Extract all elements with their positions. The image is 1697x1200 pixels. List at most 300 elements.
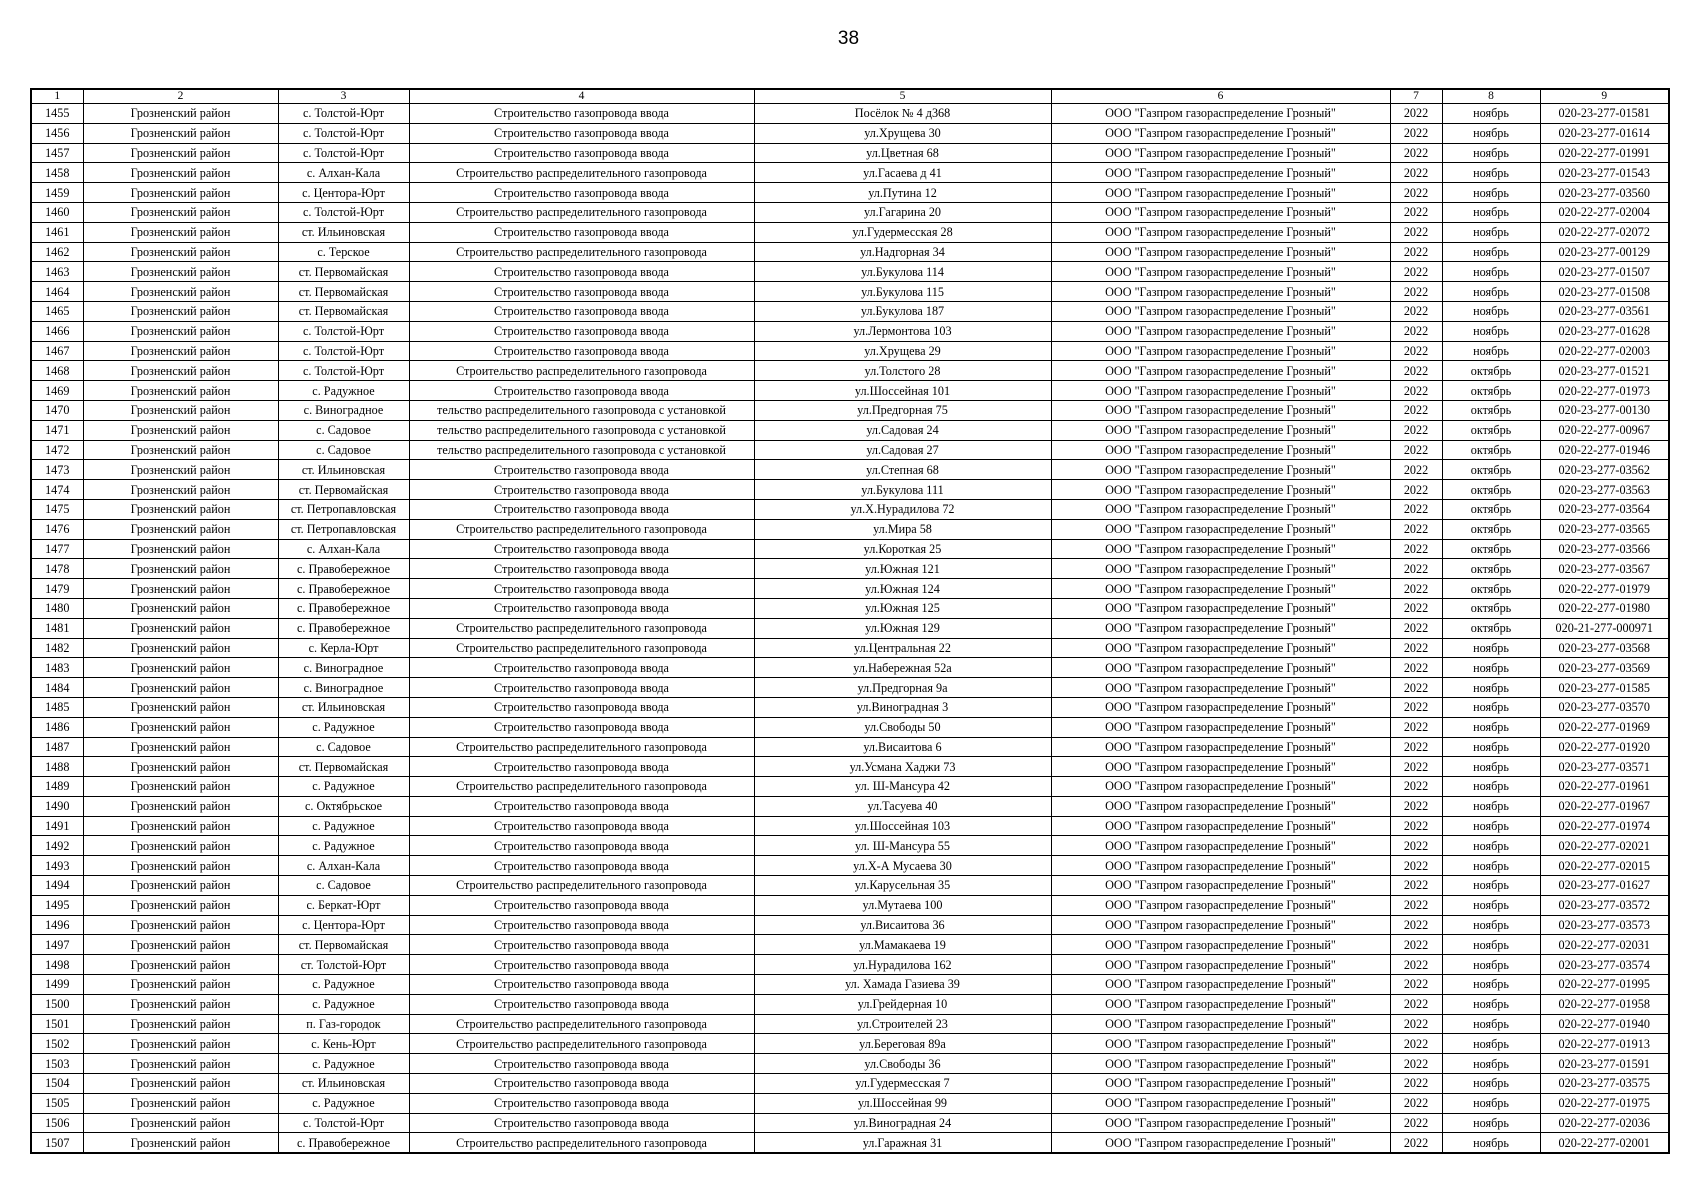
work-type-cell: Строительство распределительного газопровода <box>409 1014 754 1034</box>
settlement-cell: с. Садовое <box>278 440 409 460</box>
organization-cell: ООО "Газпром газораспределение Грозный" <box>1051 242 1390 262</box>
work-type-cell: Строительство газопровода ввода <box>409 895 754 915</box>
row-number-cell: 1501 <box>31 1014 83 1034</box>
settlement-cell: ст. Первомайская <box>278 301 409 321</box>
month-cell: ноябрь <box>1442 282 1540 302</box>
year-cell: 2022 <box>1390 895 1442 915</box>
work-type-cell: Строительство газопровода ввода <box>409 183 754 203</box>
organization-cell: ООО "Газпром газораспределение Грозный" <box>1051 975 1390 995</box>
column-header: 3 <box>278 89 409 104</box>
table-row <box>31 638 1669 658</box>
district-cell: Грозненский район <box>83 361 278 381</box>
settlement-cell: ст. Ильиновская <box>278 460 409 480</box>
month-cell: ноябрь <box>1442 242 1540 262</box>
row-number-cell: 1488 <box>31 757 83 777</box>
settlement-cell: ст. Первомайская <box>278 757 409 777</box>
table-row <box>31 440 1669 460</box>
settlement-cell: ст. Первомайская <box>278 282 409 302</box>
settlement-cell: ст. Ильиновская <box>278 1074 409 1094</box>
table-row <box>31 123 1669 143</box>
organization-cell: ООО "Газпром газораспределение Грозный" <box>1051 321 1390 341</box>
table-row <box>31 935 1669 955</box>
month-cell: ноябрь <box>1442 341 1540 361</box>
address-cell: ул.Гудермесская 28 <box>754 222 1051 242</box>
month-cell: ноябрь <box>1442 143 1540 163</box>
row-number-cell: 1486 <box>31 717 83 737</box>
address-cell: ул.Виноградная 3 <box>754 697 1051 717</box>
row-number-cell: 1480 <box>31 598 83 618</box>
year-cell: 2022 <box>1390 1054 1442 1074</box>
registry-number-cell: 020-23-277-03570 <box>1540 697 1669 717</box>
row-number-cell: 1468 <box>31 361 83 381</box>
row-number-cell: 1500 <box>31 994 83 1014</box>
registry-number-cell: 020-22-277-02015 <box>1540 856 1669 876</box>
address-cell: ул.Висаитова 6 <box>754 737 1051 757</box>
work-type-cell: Строительство газопровода ввода <box>409 104 754 124</box>
year-cell: 2022 <box>1390 816 1442 836</box>
row-number-cell: 1490 <box>31 796 83 816</box>
registry-number-cell: 020-23-277-01628 <box>1540 321 1669 341</box>
year-cell: 2022 <box>1390 876 1442 896</box>
column-header: 5 <box>754 89 1051 104</box>
table-row <box>31 519 1669 539</box>
row-number-cell: 1455 <box>31 104 83 124</box>
registry-number-cell: 020-23-277-00129 <box>1540 242 1669 262</box>
row-number-cell: 1484 <box>31 678 83 698</box>
address-cell: ул.Лермонтова 103 <box>754 321 1051 341</box>
district-cell: Грозненский район <box>83 618 278 638</box>
row-number-cell: 1460 <box>31 202 83 222</box>
district-cell: Грозненский район <box>83 321 278 341</box>
work-type-cell: Строительство газопровода ввода <box>409 717 754 737</box>
year-cell: 2022 <box>1390 400 1442 420</box>
work-type-cell: Строительство газопровода ввода <box>409 757 754 777</box>
month-cell: ноябрь <box>1442 915 1540 935</box>
table-row <box>31 697 1669 717</box>
row-number-cell: 1496 <box>31 915 83 935</box>
organization-cell: ООО "Газпром газораспределение Грозный" <box>1051 1034 1390 1054</box>
work-type-cell: тельство распределительного газопровода с установкой <box>409 400 754 420</box>
registry-number-cell: 020-22-277-02001 <box>1540 1133 1669 1153</box>
address-cell: ул.Мира 58 <box>754 519 1051 539</box>
work-type-cell: Строительство газопровода ввода <box>409 856 754 876</box>
row-number-cell: 1495 <box>31 895 83 915</box>
register-table <box>30 88 1670 1154</box>
address-cell: ул.Свободы 50 <box>754 717 1051 737</box>
district-cell: Грозненский район <box>83 777 278 797</box>
month-cell: ноябрь <box>1442 737 1540 757</box>
year-cell: 2022 <box>1390 460 1442 480</box>
month-cell: ноябрь <box>1442 678 1540 698</box>
registry-number-cell: 020-23-277-01521 <box>1540 361 1669 381</box>
work-type-cell: Строительство газопровода ввода <box>409 559 754 579</box>
district-cell: Грозненский район <box>83 1054 278 1074</box>
settlement-cell: с. Центора-Юрт <box>278 183 409 203</box>
organization-cell: ООО "Газпром газораспределение Грозный" <box>1051 262 1390 282</box>
district-cell: Грозненский район <box>83 1074 278 1094</box>
district-cell: Грозненский район <box>83 282 278 302</box>
row-number-cell: 1503 <box>31 1054 83 1074</box>
registry-number-cell: 020-22-277-02036 <box>1540 1113 1669 1133</box>
year-cell: 2022 <box>1390 183 1442 203</box>
registry-number-cell: 020-22-277-01995 <box>1540 975 1669 995</box>
work-type-cell: Строительство газопровода ввода <box>409 539 754 559</box>
settlement-cell: с. Кень-Юрт <box>278 1034 409 1054</box>
settlement-cell: с. Правобережное <box>278 618 409 638</box>
organization-cell: ООО "Газпром газораспределение Грозный" <box>1051 836 1390 856</box>
month-cell: октябрь <box>1442 579 1540 599</box>
organization-cell: ООО "Газпром газораспределение Грозный" <box>1051 1093 1390 1113</box>
work-type-cell: Строительство распределительного газопровода <box>409 737 754 757</box>
organization-cell: ООО "Газпром газораспределение Грозный" <box>1051 301 1390 321</box>
organization-cell: ООО "Газпром газораспределение Грозный" <box>1051 994 1390 1014</box>
organization-cell: ООО "Газпром газораспределение Грозный" <box>1051 895 1390 915</box>
month-cell: ноябрь <box>1442 856 1540 876</box>
table-row <box>31 816 1669 836</box>
registry-number-cell: 020-22-277-01946 <box>1540 440 1669 460</box>
work-type-cell: Строительство газопровода ввода <box>409 915 754 935</box>
table-row <box>31 895 1669 915</box>
organization-cell: ООО "Газпром газораспределение Грозный" <box>1051 202 1390 222</box>
table-row <box>31 1054 1669 1074</box>
organization-cell: ООО "Газпром газораспределение Грозный" <box>1051 816 1390 836</box>
district-cell: Грозненский район <box>83 1113 278 1133</box>
month-cell: ноябрь <box>1442 994 1540 1014</box>
registry-number-cell: 020-22-277-01974 <box>1540 816 1669 836</box>
column-header: 9 <box>1540 89 1669 104</box>
work-type-cell: Строительство газопровода ввода <box>409 123 754 143</box>
registry-number-cell: 020-22-277-01980 <box>1540 598 1669 618</box>
column-header: 4 <box>409 89 754 104</box>
work-type-cell: Строительство газопровода ввода <box>409 598 754 618</box>
row-number-cell: 1466 <box>31 321 83 341</box>
month-cell: ноябрь <box>1442 1074 1540 1094</box>
address-cell: ул.Строителей 23 <box>754 1014 1051 1034</box>
year-cell: 2022 <box>1390 282 1442 302</box>
work-type-cell: Строительство распределительного газопровода <box>409 618 754 638</box>
organization-cell: ООО "Газпром газораспределение Грозный" <box>1051 658 1390 678</box>
settlement-cell: п. Газ-городок <box>278 1014 409 1034</box>
registry-number-cell: 020-23-277-03563 <box>1540 480 1669 500</box>
district-cell: Грозненский район <box>83 737 278 757</box>
registry-number-cell: 020-22-277-02004 <box>1540 202 1669 222</box>
registry-number-cell: 020-23-277-03567 <box>1540 559 1669 579</box>
organization-cell: ООО "Газпром газораспределение Грозный" <box>1051 123 1390 143</box>
row-number-cell: 1464 <box>31 282 83 302</box>
registry-number-cell: 020-22-277-01940 <box>1540 1014 1669 1034</box>
district-cell: Грозненский район <box>83 579 278 599</box>
work-type-cell: Строительство газопровода ввода <box>409 499 754 519</box>
district-cell: Грозненский район <box>83 559 278 579</box>
table-row <box>31 559 1669 579</box>
month-cell: октябрь <box>1442 539 1540 559</box>
registry-number-cell: 020-23-277-01585 <box>1540 678 1669 698</box>
work-type-cell: Строительство распределительного газопровода <box>409 202 754 222</box>
row-number-cell: 1491 <box>31 816 83 836</box>
work-type-cell: Строительство газопровода ввода <box>409 341 754 361</box>
row-number-cell: 1457 <box>31 143 83 163</box>
registry-number-cell: 020-22-277-01979 <box>1540 579 1669 599</box>
district-cell: Грозненский район <box>83 678 278 698</box>
address-cell: ул.Тасуева 40 <box>754 796 1051 816</box>
settlement-cell: с. Правобережное <box>278 598 409 618</box>
row-number-cell: 1479 <box>31 579 83 599</box>
work-type-cell: Строительство газопровода ввода <box>409 460 754 480</box>
address-cell: ул.Гудермесская 7 <box>754 1074 1051 1094</box>
registry-number-cell: 020-23-277-01543 <box>1540 163 1669 183</box>
year-cell: 2022 <box>1390 361 1442 381</box>
row-number-cell: 1470 <box>31 400 83 420</box>
work-type-cell: Строительство газопровода ввода <box>409 1093 754 1113</box>
registry-number-cell: 020-22-277-01958 <box>1540 994 1669 1014</box>
month-cell: ноябрь <box>1442 796 1540 816</box>
month-cell: ноябрь <box>1442 1093 1540 1113</box>
registry-number-cell: 020-23-277-03573 <box>1540 915 1669 935</box>
address-cell: ул.Шоссейная 99 <box>754 1093 1051 1113</box>
district-cell: Грозненский район <box>83 796 278 816</box>
settlement-cell: с. Радужное <box>278 836 409 856</box>
month-cell: ноябрь <box>1442 163 1540 183</box>
work-type-cell: Строительство распределительного газопровода <box>409 777 754 797</box>
organization-cell: ООО "Газпром газораспределение Грозный" <box>1051 361 1390 381</box>
address-cell: ул.Шоссейная 101 <box>754 381 1051 401</box>
settlement-cell: ст. Толстой-Юрт <box>278 955 409 975</box>
month-cell: ноябрь <box>1442 876 1540 896</box>
settlement-cell: с. Толстой-Юрт <box>278 202 409 222</box>
work-type-cell: Строительство газопровода ввода <box>409 816 754 836</box>
district-cell: Грозненский район <box>83 1093 278 1113</box>
settlement-cell: с. Терское <box>278 242 409 262</box>
month-cell: ноябрь <box>1442 757 1540 777</box>
year-cell: 2022 <box>1390 598 1442 618</box>
year-cell: 2022 <box>1390 975 1442 995</box>
registry-number-cell: 020-23-277-03575 <box>1540 1074 1669 1094</box>
row-number-cell: 1481 <box>31 618 83 638</box>
district-cell: Грозненский район <box>83 955 278 975</box>
address-cell: ул.Путина 12 <box>754 183 1051 203</box>
work-type-cell: Строительство распределительного газопровода <box>409 638 754 658</box>
district-cell: Грозненский район <box>83 420 278 440</box>
year-cell: 2022 <box>1390 856 1442 876</box>
table-row <box>31 955 1669 975</box>
month-cell: ноябрь <box>1442 975 1540 995</box>
work-type-cell: Строительство распределительного газопровода <box>409 361 754 381</box>
organization-cell: ООО "Газпром газораспределение Грозный" <box>1051 598 1390 618</box>
work-type-cell: Строительство газопровода ввода <box>409 955 754 975</box>
table-row <box>31 737 1669 757</box>
district-cell: Грозненский район <box>83 836 278 856</box>
address-cell: ул.Садовая 24 <box>754 420 1051 440</box>
work-type-cell: Строительство распределительного газопровода <box>409 1034 754 1054</box>
district-cell: Грозненский район <box>83 400 278 420</box>
table-row <box>31 1074 1669 1094</box>
column-header: 2 <box>83 89 278 104</box>
district-cell: Грозненский район <box>83 519 278 539</box>
month-cell: ноябрь <box>1442 658 1540 678</box>
month-cell: октябрь <box>1442 618 1540 638</box>
row-number-cell: 1473 <box>31 460 83 480</box>
table-row <box>31 618 1669 638</box>
month-cell: ноябрь <box>1442 104 1540 124</box>
address-cell: ул.Х.Нурадилова 72 <box>754 499 1051 519</box>
registry-number-cell: 020-23-277-01591 <box>1540 1054 1669 1074</box>
organization-cell: ООО "Газпром газораспределение Грозный" <box>1051 737 1390 757</box>
address-cell: ул.Хрущева 29 <box>754 341 1051 361</box>
settlement-cell: ст. Первомайская <box>278 262 409 282</box>
work-type-cell: Строительство распределительного газопровода <box>409 242 754 262</box>
registry-number-cell: 020-23-277-03562 <box>1540 460 1669 480</box>
table-row <box>31 499 1669 519</box>
row-number-cell: 1485 <box>31 697 83 717</box>
month-cell: ноябрь <box>1442 935 1540 955</box>
address-cell: ул. Ш-Мансура 55 <box>754 836 1051 856</box>
organization-cell: ООО "Газпром газораспределение Грозный" <box>1051 1133 1390 1153</box>
row-number-cell: 1493 <box>31 856 83 876</box>
row-number-cell: 1469 <box>31 381 83 401</box>
settlement-cell: с. Правобережное <box>278 579 409 599</box>
year-cell: 2022 <box>1390 262 1442 282</box>
month-cell: ноябрь <box>1442 183 1540 203</box>
registry-number-cell: 020-22-277-02003 <box>1540 341 1669 361</box>
settlement-cell: ст. Первомайская <box>278 935 409 955</box>
table-row <box>31 539 1669 559</box>
address-cell: ул.Гаражная 31 <box>754 1133 1051 1153</box>
year-cell: 2022 <box>1390 1074 1442 1094</box>
registry-number-cell: 020-22-277-01913 <box>1540 1034 1669 1054</box>
month-cell: ноябрь <box>1442 777 1540 797</box>
year-cell: 2022 <box>1390 935 1442 955</box>
district-cell: Грозненский район <box>83 638 278 658</box>
table-row <box>31 876 1669 896</box>
month-cell: октябрь <box>1442 381 1540 401</box>
organization-cell: ООО "Газпром газораспределение Грозный" <box>1051 915 1390 935</box>
address-cell: ул. Хамада Газиева 39 <box>754 975 1051 995</box>
address-cell: ул.Центральная 22 <box>754 638 1051 658</box>
month-cell: ноябрь <box>1442 836 1540 856</box>
work-type-cell: Строительство газопровода ввода <box>409 935 754 955</box>
registry-number-cell: 020-23-277-00130 <box>1540 400 1669 420</box>
year-cell: 2022 <box>1390 420 1442 440</box>
table-row <box>31 262 1669 282</box>
address-cell: ул.Южная 124 <box>754 579 1051 599</box>
settlement-cell: ст. Петропавловская <box>278 499 409 519</box>
settlement-cell: ст. Ильиновская <box>278 697 409 717</box>
registry-number-cell: 020-23-277-03565 <box>1540 519 1669 539</box>
address-cell: ул.Карусельная 35 <box>754 876 1051 896</box>
address-cell: ул.Степная 68 <box>754 460 1051 480</box>
table-row <box>31 658 1669 678</box>
table-row <box>31 1034 1669 1054</box>
organization-cell: ООО "Газпром газораспределение Грозный" <box>1051 757 1390 777</box>
month-cell: ноябрь <box>1442 301 1540 321</box>
month-cell: октябрь <box>1442 519 1540 539</box>
district-cell: Грозненский район <box>83 975 278 995</box>
month-cell: октябрь <box>1442 559 1540 579</box>
row-number-cell: 1487 <box>31 737 83 757</box>
settlement-cell: с. Толстой-Юрт <box>278 341 409 361</box>
district-cell: Грозненский район <box>83 895 278 915</box>
organization-cell: ООО "Газпром газораспределение Грозный" <box>1051 1113 1390 1133</box>
district-cell: Грозненский район <box>83 460 278 480</box>
settlement-cell: с. Толстой-Юрт <box>278 1113 409 1133</box>
settlement-cell: ст. Ильиновская <box>278 222 409 242</box>
registry-number-cell: 020-23-277-03566 <box>1540 539 1669 559</box>
settlement-cell: с. Радужное <box>278 994 409 1014</box>
organization-cell: ООО "Газпром газораспределение Грозный" <box>1051 143 1390 163</box>
registry-number-cell: 020-22-277-01973 <box>1540 381 1669 401</box>
table-row <box>31 381 1669 401</box>
registry-number-cell: 020-22-277-02031 <box>1540 935 1669 955</box>
district-cell: Грозненский район <box>83 123 278 143</box>
address-cell: ул.Предгорная 9а <box>754 678 1051 698</box>
work-type-cell: Строительство газопровода ввода <box>409 1113 754 1133</box>
address-cell: ул.Мутаева 100 <box>754 895 1051 915</box>
district-cell: Грозненский район <box>83 262 278 282</box>
table-row <box>31 796 1669 816</box>
month-cell: ноябрь <box>1442 202 1540 222</box>
row-number-cell: 1477 <box>31 539 83 559</box>
month-cell: ноябрь <box>1442 638 1540 658</box>
work-type-cell: Строительство распределительного газопровода <box>409 1133 754 1153</box>
year-cell: 2022 <box>1390 222 1442 242</box>
organization-cell: ООО "Газпром газораспределение Грозный" <box>1051 460 1390 480</box>
row-number-cell: 1463 <box>31 262 83 282</box>
registry-number-cell: 020-23-277-01581 <box>1540 104 1669 124</box>
district-cell: Грозненский район <box>83 242 278 262</box>
settlement-cell: с. Радужное <box>278 1054 409 1074</box>
settlement-cell: с. Алхан-Кала <box>278 856 409 876</box>
table-row <box>31 460 1669 480</box>
year-cell: 2022 <box>1390 539 1442 559</box>
year-cell: 2022 <box>1390 994 1442 1014</box>
work-type-cell: Строительство газопровода ввода <box>409 381 754 401</box>
organization-cell: ООО "Газпром газораспределение Грозный" <box>1051 1054 1390 1074</box>
district-cell: Грозненский район <box>83 163 278 183</box>
year-cell: 2022 <box>1390 618 1442 638</box>
table-row <box>31 301 1669 321</box>
row-number-cell: 1505 <box>31 1093 83 1113</box>
address-cell: ул. Ш-Мансура 42 <box>754 777 1051 797</box>
table-row <box>31 915 1669 935</box>
month-cell: ноябрь <box>1442 955 1540 975</box>
district-cell: Грозненский район <box>83 440 278 460</box>
table-row <box>31 480 1669 500</box>
month-cell: ноябрь <box>1442 321 1540 341</box>
settlement-cell: с. Керла-Юрт <box>278 638 409 658</box>
district-cell: Грозненский район <box>83 856 278 876</box>
district-cell: Грозненский район <box>83 1034 278 1054</box>
settlement-cell: с. Октябрьское <box>278 796 409 816</box>
table-row <box>31 183 1669 203</box>
settlement-cell: с. Виноградное <box>278 658 409 678</box>
table-row <box>31 222 1669 242</box>
year-cell: 2022 <box>1390 202 1442 222</box>
organization-cell: ООО "Газпром газораспределение Грозный" <box>1051 341 1390 361</box>
year-cell: 2022 <box>1390 163 1442 183</box>
registry-number-cell: 020-22-277-02072 <box>1540 222 1669 242</box>
address-cell: ул.Надгорная 34 <box>754 242 1051 262</box>
row-number-cell: 1497 <box>31 935 83 955</box>
table-row <box>31 836 1669 856</box>
district-cell: Грозненский район <box>83 876 278 896</box>
settlement-cell: с. Радужное <box>278 777 409 797</box>
district-cell: Грозненский район <box>83 598 278 618</box>
organization-cell: ООО "Газпром газораспределение Грозный" <box>1051 777 1390 797</box>
table-row <box>31 1014 1669 1034</box>
address-cell: ул.Гагарина 20 <box>754 202 1051 222</box>
organization-cell: ООО "Газпром газораспределение Грозный" <box>1051 440 1390 460</box>
registry-number-cell: 020-22-277-01975 <box>1540 1093 1669 1113</box>
